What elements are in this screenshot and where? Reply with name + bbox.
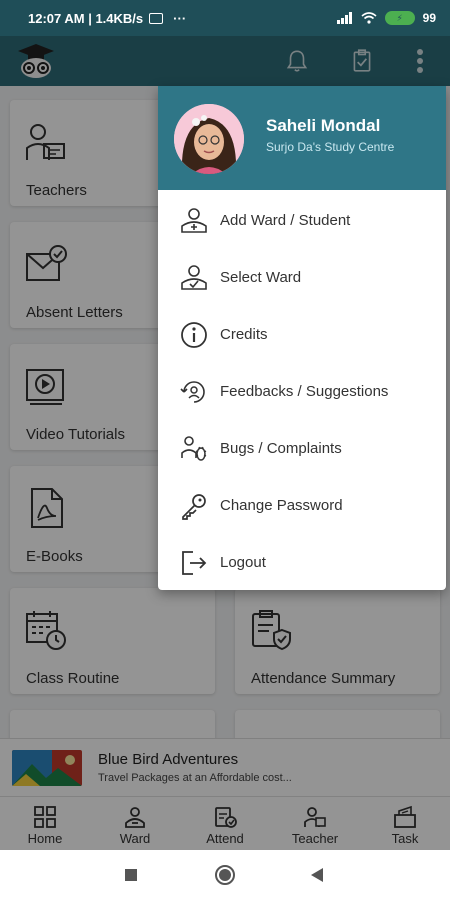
task-icon — [393, 805, 417, 829]
wifi-icon — [361, 12, 377, 24]
add-ward-icon — [178, 205, 210, 237]
nav-home[interactable] — [0, 797, 90, 850]
battery-level: 99 — [422, 11, 436, 25]
video-icon — [24, 364, 68, 408]
profile-header — [158, 86, 446, 190]
info-icon — [178, 319, 210, 351]
recents-button[interactable] — [120, 864, 142, 886]
battery-icon: ⚡ — [385, 11, 415, 25]
teacher-icon — [24, 120, 68, 164]
select-ward-icon — [178, 262, 210, 294]
menu-bugs[interactable] — [158, 420, 446, 477]
clipboard-check-icon[interactable] — [347, 46, 377, 76]
nav-task[interactable] — [360, 797, 450, 850]
bell-icon[interactable] — [282, 46, 312, 76]
avatar[interactable] — [174, 104, 244, 174]
attend-icon — [213, 805, 237, 829]
tile-attendance-summary[interactable] — [235, 588, 440, 694]
letter-icon — [24, 242, 68, 286]
menu-change-password[interactable] — [158, 477, 446, 534]
app-logo-icon[interactable] — [16, 42, 56, 80]
nav-label: Teacher — [291, 831, 339, 846]
app-bar — [0, 36, 450, 86]
menu-add-ward[interactable] — [158, 192, 446, 249]
ad-title: Blue Bird Adventures — [98, 751, 239, 768]
system-nav-bar — [0, 850, 450, 900]
signal-icon — [337, 12, 353, 24]
home-button[interactable] — [214, 864, 236, 886]
key-icon — [178, 490, 210, 522]
bug-icon — [178, 433, 210, 465]
nav-label: Task — [391, 831, 419, 846]
menu-label: Feedbacks / Suggestions — [220, 383, 389, 400]
nav-attend[interactable] — [180, 797, 270, 850]
tile-label: Video Tutorials — [26, 426, 125, 443]
status-time: 12:07 AM | 1.4KB/s — [28, 10, 144, 26]
nav-label: Ward — [119, 831, 151, 846]
tile-label: Class Routine — [26, 670, 120, 687]
back-button[interactable] — [306, 864, 328, 886]
teacher-nav-icon — [303, 805, 327, 829]
tile-label: Attendance Summary — [251, 670, 396, 687]
nav-label: Home — [27, 831, 63, 846]
menu-label: Change Password — [220, 497, 343, 514]
ad-thumbnail — [12, 750, 82, 786]
home-icon — [33, 805, 57, 829]
nav-label: Attend — [206, 831, 244, 846]
bottom-nav — [0, 796, 450, 850]
status-more: ··· — [173, 10, 187, 26]
tile-label: E-Books — [26, 548, 83, 565]
ad-banner[interactable] — [0, 738, 450, 796]
ad-subtitle: Travel Packages at an Affordable cost... — [98, 772, 292, 784]
study-centre-name: Surjo Da's Study Centre — [266, 140, 395, 154]
clipboard-shield-icon — [249, 608, 293, 652]
calendar-clock-icon — [24, 608, 68, 652]
menu-credits[interactable] — [158, 306, 446, 363]
feedback-icon — [178, 376, 210, 408]
tile-label: Absent Letters — [26, 304, 123, 321]
menu-logout[interactable] — [158, 534, 446, 590]
ward-icon — [123, 805, 147, 829]
menu-select-ward[interactable] — [158, 249, 446, 306]
nav-ward[interactable] — [90, 797, 180, 850]
notification-icon — [149, 13, 163, 24]
menu-feedbacks[interactable] — [158, 363, 446, 420]
tile-label: Teachers — [26, 182, 87, 199]
pdf-icon — [24, 486, 68, 530]
menu-label: Add Ward / Student — [220, 212, 351, 229]
status-bar — [0, 0, 450, 36]
menu-label: Logout — [220, 554, 266, 571]
menu-label: Bugs / Complaints — [220, 440, 342, 457]
tile-class-routine[interactable] — [10, 588, 215, 694]
overflow-menu — [158, 86, 446, 590]
menu-label: Credits — [220, 326, 268, 343]
menu-label: Select Ward — [220, 269, 302, 286]
logout-icon — [178, 547, 210, 579]
more-vert-icon[interactable] — [405, 46, 435, 76]
user-name: Saheli Mondal — [266, 116, 381, 135]
nav-teacher[interactable] — [270, 797, 360, 850]
